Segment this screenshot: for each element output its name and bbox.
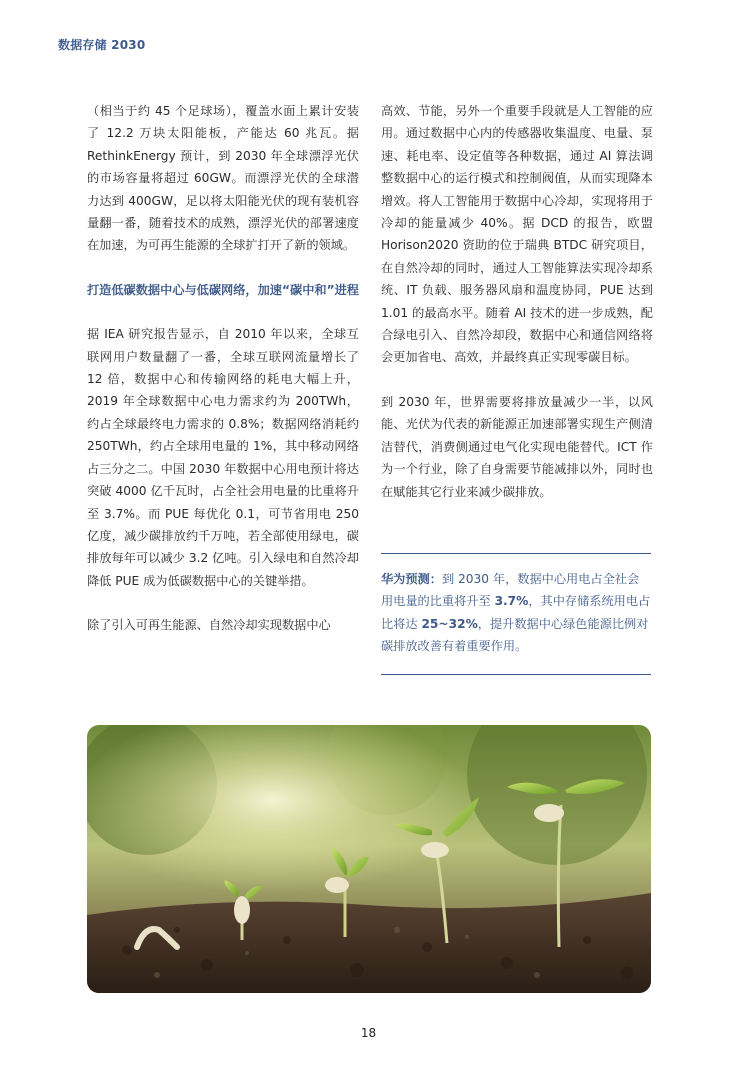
right-paragraph-1: 高效、节能，另外一个重要手段就是人工智能的应用。通过数据中心内的传感器收集温度、电量、泵速、耗电率、设定值等各种数据，通过 AI 算法调整数据中心的运行模式和控制阀值，从而实现降本增效。将人工智能用于数据中心冷却，实现将用于冷却的能量减少 40%。据 DCD 的报告，欧盟 Horison2020 资助的位于瑞典 BTDC 研究项目，在自然冷却的同时，通过人工智能算法实现冷却系统、IT 负载、服务器风扇和温度协同，PUE 达到 1.01 的最高水平。随着 AI 技术的进一步成熟，配合绿电引入、自然冷却段，数据中心和通信网络将会更加省电、高效，并最终真正实现零碳目标。 bbox=[381, 104, 653, 365]
callout-value-2: 25~32% bbox=[421, 616, 478, 631]
running-header: 数据存储 2030 bbox=[58, 38, 146, 52]
section-heading: 打造低碳数据中心与低碳网络，加速“碳中和”进程 bbox=[87, 282, 359, 297]
right-paragraph-2: 到 2030 年，世界需要将排放量减少一半，以风能、光伏为代表的新能源正加速部署实现生产侧清洁替代，消费侧通过电气化实现电能替代。ICT 作为一个行业，除了自身需要节能减排以外，同时也在赋能其它行业来减少碳排放。 bbox=[381, 394, 653, 499]
callout-text-3: ，提升数据中心绿色能源比例对碳排放改善有着重要作用。 bbox=[381, 616, 649, 654]
right-column bbox=[381, 100, 653, 525]
left-paragraph-3: 除了引入可再生能源、自然冷却实现数据中心 bbox=[87, 618, 331, 633]
callout-value-1: 3.7% bbox=[494, 594, 529, 609]
left-paragraph-1: （相当于约 45 个足球场），覆盖水面上累计安装了 12.2 万块太阳能板，产能达 60 兆瓦。据 RethinkEnergy 预计，到 2030 年全球漂浮光伏的市场容量将超过 60GW。而漂浮光伏的全球潜力达到 400GW，足以将太阳能光伏的现有装机容量翻一番，随着技术的成熟，漂浮光伏的部署速度在加速，为可再生能源的全球扩打开了新的领域。 bbox=[87, 104, 359, 253]
seedling-photo bbox=[87, 725, 651, 993]
left-paragraph-2: 据 IEA 研究报告显示，自 2010 年以来，全球互联网用户数量翻了一番，全球互联网流量增长了 12 倍，数据中心和传输网络的耗电大幅上升，2019 年全球数据中心电力需求约为 200TWh，约占全球最终电力需求的 0.8%；数据网络消耗约 250TWh，约占全球用电量的 1%，其中移动网络占三分之二。中国 2030 年数据中心用电预计将达突破 4000 亿千瓦时，占全社会用电量的比重将升至 3.7%。而 PUE 每优化 0.1，可节省用电 250 亿度，减少碳排放约千万吨，若全部使用绿电，碳排放每年可以减少 3.2 亿吨。引入绿电和自然冷却降低 PUE 成为低碳数据中心的关键举措。 bbox=[87, 327, 359, 588]
page-number: 18 bbox=[360, 1026, 377, 1040]
callout-text-1: 到 2030 年，数据中心用电占全社会用电量的比重将升至 bbox=[381, 572, 640, 609]
callout-text-2: ，其中存储系统用电占比将达 bbox=[381, 594, 651, 631]
left-column bbox=[87, 100, 359, 659]
callout-lead: 华为预测： bbox=[381, 572, 442, 586]
prediction-callout bbox=[381, 553, 651, 675]
